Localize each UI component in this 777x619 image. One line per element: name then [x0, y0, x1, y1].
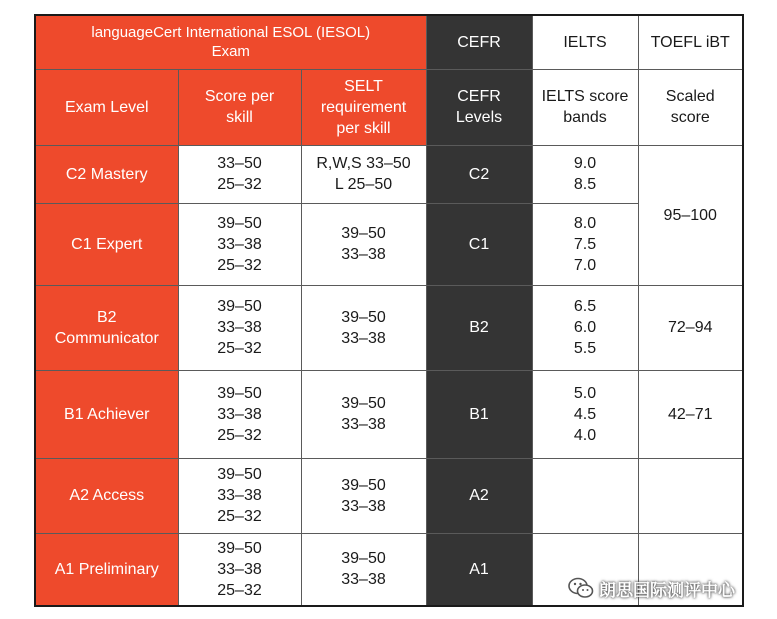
table-row [35, 370, 743, 458]
selt-value: 39–50 [341, 225, 386, 242]
header-line: score [670, 109, 710, 126]
score-value: 25–32 [217, 176, 262, 193]
selt-value: 33–38 [341, 571, 386, 589]
toefl-cell: 72–94 [638, 285, 743, 370]
ielts-cell [532, 285, 638, 370]
score-value: 25–32 [217, 581, 262, 599]
cefr-cell: A1 [426, 533, 532, 606]
score-value: 39–50 [217, 214, 262, 232]
ielts-value: 5.0 [573, 384, 597, 402]
score-value: 39–50 [217, 539, 262, 557]
score-value: 33–38 [217, 235, 262, 253]
selt-value: 39–50 [341, 550, 386, 568]
selt-value: L 25–50 [334, 176, 393, 193]
level-line: B2 [96, 308, 117, 326]
selt-value: 39–50 [341, 395, 386, 412]
score-cell [178, 203, 301, 285]
cefr-cell: B1 [426, 370, 532, 458]
exam-level-header: Exam Level [35, 69, 178, 145]
selt-cell [301, 533, 426, 606]
ielts-value: 6.5 [573, 298, 597, 315]
table-row [35, 145, 743, 203]
header-line: Levels [455, 109, 503, 126]
score-value: 33–50 [217, 155, 262, 172]
toefl-cell: 42–71 [638, 370, 743, 458]
header-line: per skill [336, 119, 391, 137]
score-value: 39–50 [217, 466, 262, 483]
watermark [568, 575, 735, 601]
ielts-value: 8.0 [573, 214, 597, 232]
score-value: 25–32 [217, 256, 262, 274]
exam-level-cell: A1 Preliminary [35, 533, 178, 606]
selt-cell [301, 370, 426, 458]
selt-cell [301, 458, 426, 533]
cefr-header: CEFR [426, 15, 532, 69]
score-cell [178, 145, 301, 203]
exam-title-cell [35, 15, 426, 69]
ielts-value: 7.0 [573, 256, 597, 274]
cefr-cell: C2 [426, 145, 532, 203]
toefl-scaled-header [638, 69, 743, 145]
score-per-skill-header [178, 69, 301, 145]
selt-value: 33–38 [341, 497, 386, 515]
table-row [35, 458, 743, 533]
score-value: 39–50 [217, 384, 262, 402]
header-line: Scaled [665, 88, 715, 105]
score-cell [178, 285, 301, 370]
cefr-cell: B2 [426, 285, 532, 370]
exam-level-cell [35, 285, 178, 370]
selt-cell [301, 203, 426, 285]
header-row [35, 15, 743, 69]
ielts-value: 8.5 [573, 176, 597, 193]
ielts-value: 4.0 [573, 426, 597, 444]
header-line: requirement [320, 98, 407, 116]
subheader-row [35, 69, 743, 145]
selt-value: 33–38 [341, 246, 386, 263]
table-row [35, 285, 743, 370]
ielts-header: IELTS [532, 15, 638, 69]
selt-cell [301, 145, 426, 203]
ielts-cell [532, 145, 638, 203]
exam-level-cell: C1 Expert [35, 203, 178, 285]
header-line: skill [226, 109, 253, 126]
ielts-cell [532, 370, 638, 458]
header-line: SELT [344, 77, 383, 95]
selt-value: 33–38 [341, 416, 386, 433]
selt-value: 39–50 [341, 308, 386, 326]
ielts-value: 4.5 [573, 405, 597, 423]
ielts-value: 7.5 [573, 235, 597, 253]
score-comparison-table [34, 14, 744, 607]
exam-title-line: languageCert International ESOL (IESOL) [91, 24, 371, 42]
selt-value: R,W,S 33–50 [316, 155, 411, 172]
toefl-header: TOEFL iBT [638, 15, 743, 69]
score-value: 33–38 [217, 487, 262, 504]
selt-value: 39–50 [341, 476, 386, 494]
ielts-cell-empty [532, 458, 638, 533]
score-value: 33–38 [217, 319, 262, 336]
score-value: 39–50 [217, 298, 262, 315]
ielts-value: 5.5 [573, 340, 597, 357]
watermark-text: 朗思国际测评中心 [599, 580, 735, 600]
cefr-cell: C1 [426, 203, 532, 285]
header-line: Score per [204, 88, 275, 105]
ielts-bands-header [532, 69, 638, 145]
table-row [35, 203, 743, 285]
score-value: 25–32 [217, 340, 262, 357]
ielts-cell [532, 203, 638, 285]
exam-level-cell: C2 Mastery [35, 145, 178, 203]
score-cell [178, 458, 301, 533]
toefl-cell-empty [638, 458, 743, 533]
exam-level-cell: A2 Access [35, 458, 178, 533]
score-value: 33–38 [217, 405, 262, 423]
header-line: CEFR [457, 88, 501, 105]
score-cell [178, 533, 301, 606]
ielts-value: 6.0 [573, 319, 597, 336]
score-value: 33–38 [217, 560, 262, 578]
ielts-value: 9.0 [573, 155, 597, 172]
selt-requirement-header [301, 69, 426, 145]
score-cell [178, 370, 301, 458]
cefr-cell: A2 [426, 458, 532, 533]
cefr-levels-header [426, 69, 532, 145]
exam-title-line: Exam [211, 43, 250, 61]
level-line: Communicator [54, 329, 159, 347]
header-line: IELTS score [541, 88, 629, 105]
header-line: bands [563, 109, 607, 126]
toefl-cell: 95–100 [638, 145, 743, 285]
selt-value: 33–38 [341, 329, 386, 347]
wechat-icon [568, 577, 594, 599]
score-value: 25–32 [217, 508, 262, 525]
score-value: 25–32 [217, 426, 262, 444]
exam-level-cell: B1 Achiever [35, 370, 178, 458]
selt-cell [301, 285, 426, 370]
